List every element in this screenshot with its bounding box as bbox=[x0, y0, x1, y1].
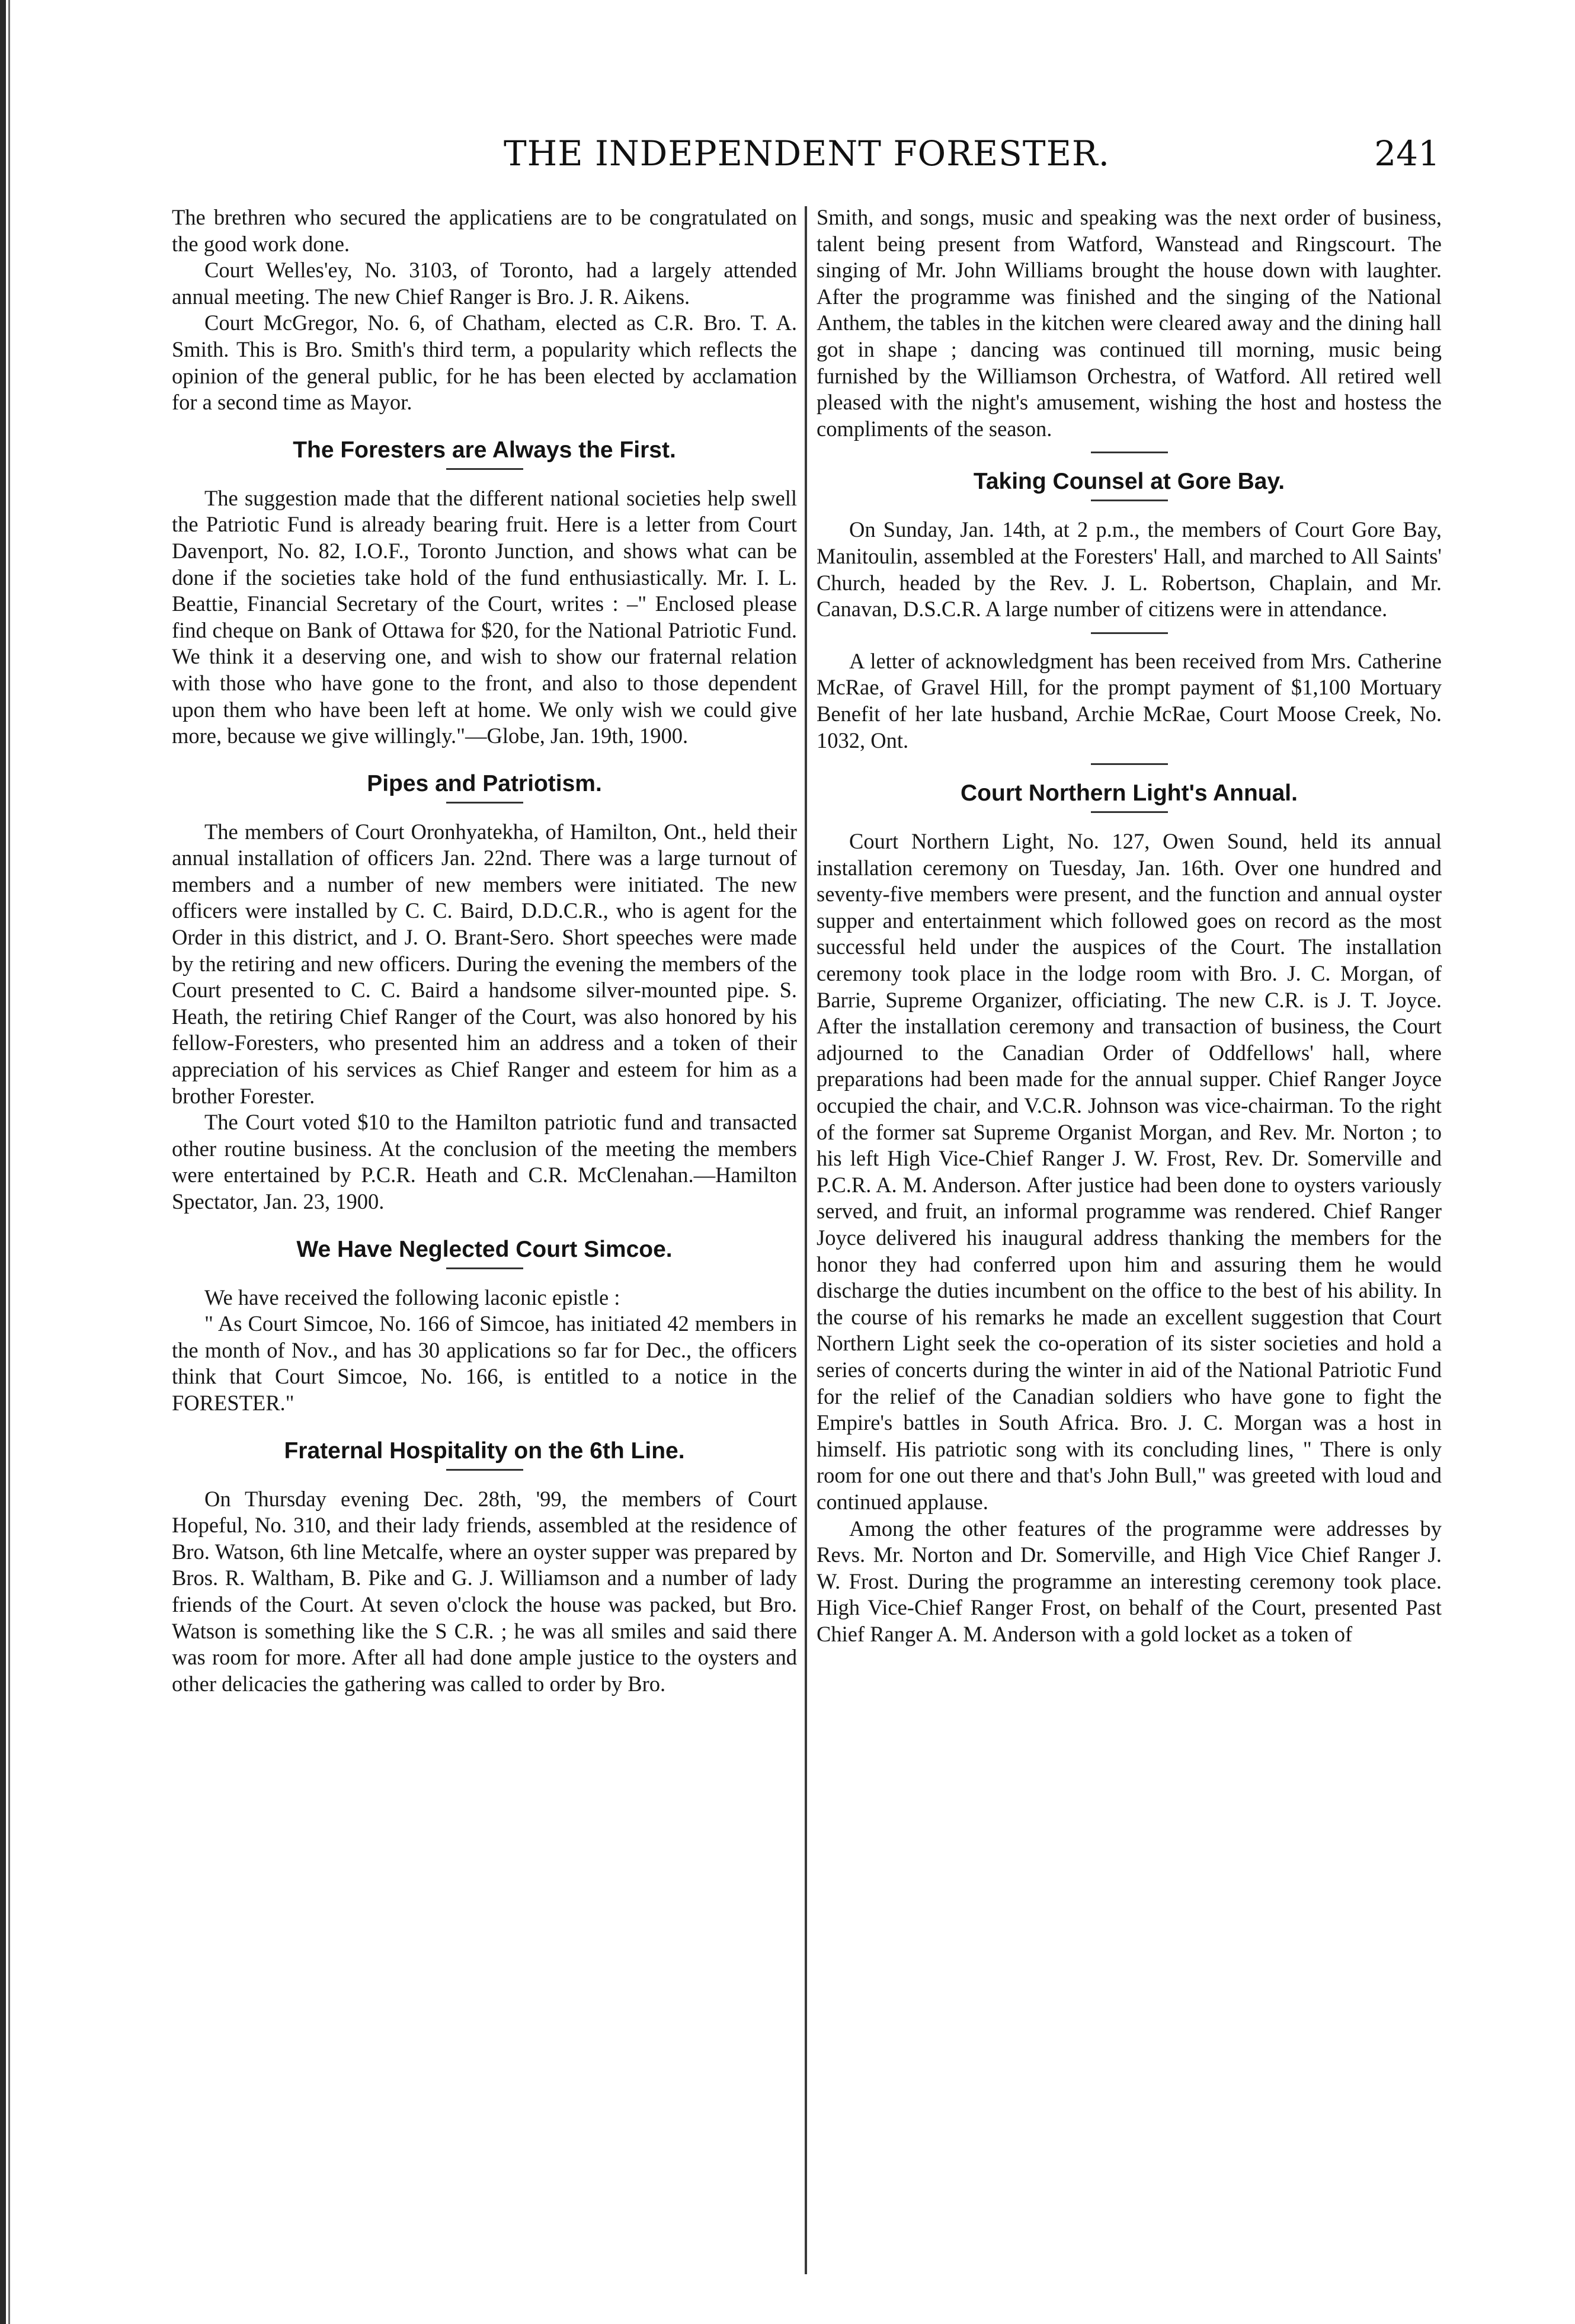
column-divider bbox=[805, 206, 807, 2274]
section-heading: The Foresters are Always the First. bbox=[293, 437, 676, 463]
heading-rule bbox=[1091, 811, 1168, 813]
page-number: 241 bbox=[1374, 133, 1440, 174]
heading-rule bbox=[446, 1469, 523, 1471]
section-heading: Court Northern Light's Annual. bbox=[961, 780, 1298, 806]
paragraph: Among the other features of the programme were addresses by Revs. Mr. Norton and Dr. Somerville, and High Vice Chief Ranger J. W. Frost. During the programme an interesting ceremony took place. High Vice-Chief Ranger Frost, on behalf of the Court, presented Past Chief Ranger A. M. Anderson with a gold locket as a token of bbox=[817, 1516, 1442, 1646]
heading-rule bbox=[446, 802, 523, 804]
running-title: THE INDEPENDENT FORESTER. bbox=[504, 133, 1110, 174]
section-heading: Pipes and Patriotism. bbox=[367, 770, 602, 796]
section-heading: Taking Counsel at Gore Bay. bbox=[973, 469, 1285, 495]
heading-rule bbox=[1091, 500, 1168, 501]
scan-binding-line bbox=[8, 0, 10, 2324]
section-rule bbox=[1091, 452, 1168, 453]
paragraph: A letter of acknowledgment has been received from Mrs. Catherine McRae, of Gravel Hill, for the prompt payment of $1,100 Mortuary Benefit of her late husband, Archie McRae, Court Moose Creek, No. 1032, Ont. bbox=[817, 648, 1442, 753]
paragraph: The brethren who secured the applicatiens are to be congratulated on the good work done. bbox=[172, 205, 797, 256]
section-heading: Fraternal Hospitality on the 6th Line. bbox=[284, 1438, 685, 1464]
section-heading: We Have Neglected Court Simcoe. bbox=[296, 1236, 673, 1262]
paragraph: Court Welles'ey, No. 3103, of Toronto, had a largely attended annual meeting. The new Chief Ranger is Bro. J. R. Aikens. bbox=[172, 258, 797, 309]
page-header bbox=[172, 133, 1440, 181]
paragraph: On Sunday, Jan. 14th, at 2 p.m., the members of Court Gore Bay, Manitoulin, assembled at the Foresters' Hall, and marched to All Saints' Church, headed by the Rev. J. L. Robertson, Chaplain, and Mr. Canavan, D.S.C.R. A large number of citizens were in attendance. bbox=[817, 517, 1442, 622]
paragraph: The Court voted $10 to the Hamilton patriotic fund and transacted other routine business. At the conclusion of the meeting the members were entertained by P.C.R. Heath and C.R. McClenahan.—Hamilton Spectator, Jan. 23, 1900. bbox=[172, 1110, 797, 1214]
section-rule bbox=[1091, 632, 1168, 634]
left-column bbox=[172, 204, 797, 2278]
paragraph: Smith, and songs, music and speaking was the next order of business, talent being present from Watford, Wanstead and Ringscourt. The singing of Mr. John Williams brought the house down with laughter. After the programme was finished and the singing of the National Anthem, the tables in the kitchen were cleared away and the dining hall got in shape ; dancing was continued till morning, music being furnished by the Williamson Orchestra, of Watford. All retired well pleased with the night's amusement, wishing the host and hostess the compliments of the season. bbox=[817, 205, 1442, 441]
paragraph: " As Court Simcoe, No. 166 of Simcoe, has initiated 42 members in the month of Nov., and has 30 applications so far for Dec., the officers think that Court Simcoe, No. 166, is entitled to a notice in the FORESTER." bbox=[172, 1311, 797, 1415]
heading-rule bbox=[446, 1267, 523, 1269]
paragraph: We have received the following laconic epistle : bbox=[204, 1285, 620, 1310]
section-rule bbox=[1091, 763, 1168, 765]
paragraph: The suggestion made that the different national societies help swell the Patriotic Fund is already bearing fruit. Here is a letter from Court Davenport, No. 82, I.O.F., Toronto Junction, and shows what can be done if the societies take hold of the fund enthusiastically. Mr. I. L. Beattie, Financial Secretary of the Court, writes : –" Enclosed please find cheque on Bank of Ottawa for $20, for the National Patriotic Fund. We think it a deserving one, and wish to show our fraternal relation with those who have gone to the front, and also to those dependent upon them who have been left at home. We only wish we could give more, because we give willingly."—Globe, Jan. 19th, 1900. bbox=[172, 485, 797, 748]
scan-binding-edge bbox=[0, 0, 6, 2324]
heading-rule bbox=[446, 468, 523, 470]
paragraph: Court Northern Light, No. 127, Owen Sound, held its annual installation ceremony on Tuesday, Jan. 16th. Over one hundred and seventy-five members were present, and the function and annual oyster supper and entertainment which followed goes on record as the most successful held under the auspices of the Court. The installation ceremony took place in the lodge room with Bro. J. C. Morgan, of Barrie, Supreme Organizer, officiating. The new C.R. is J. T. Joyce. After the installation ceremony and transaction of business, the Court adjourned to the Canadian Order of Oddfellows' hall, where preparations had been made for the annual supper. Chief Ranger Joyce occupied the chair, and V.C.R. Johnson was vice-chairman. To the right of the former sat Supreme Organist Morgan, and Rev. Mr. Norton ; to his left High Vice-Chief Ranger J. W. Frost, Rev. Dr. Somerville and P.C.R. A. M. Anderson. After justice had been done to oysters variously served, and fruit, an informal programme was rendered. Chief Ranger Joyce delivered his inaugural address thanking the members for the honor they had conferred upon him and assuring them he would discharge the duties incumbent on the office to the best of his ability. In the course of his remarks he made an excellent suggestion that Court Northern Light seek the co-operation of its sister societies and hold a series of concerts during the winter in aid of the National Patriotic Fund for the relief of the Canadian soldiers who have gone to fight the Empire's battles in South Africa. Bro. J. C. Morgan was a host in himself. His patriotic song with its concluding lines, " There is only room for one out there and that's John Bull," was greeted with loud and continued applause. bbox=[817, 829, 1442, 1514]
paragraph: On Thursday evening Dec. 28th, '99, the members of Court Hopeful, No. 310, and their lady friends, assembled at the residence of Bro. Watson, 6th line Metcalfe, where an oyster supper was prepared by Bros. R. Waltham, B. Pike and G. J. Williamson and a number of lady friends of the Court. At seven o'clock the house was packed, but Bro. Watson is something like the S C.R. ; he was all smiles and said there was room for more. After all had done ample justice to the oysters and other delicacies the gathering was called to order by Bro. bbox=[172, 1486, 797, 1696]
paragraph: The members of Court Oronhyatekha, of Hamilton, Ont., held their annual installation of officers Jan. 22nd. There was a large turnout of members and a number of new members were initiated. The new officers were installed by C. C. Baird, D.D.C.R., who is agent for the Order in this district, and J. O. Brant-Sero. Short speeches were made by the retiring and new officers. During the evening the members of the Court presented to C. C. Baird a handsome silver-mounted pipe. S. Heath, the retiring Chief Ranger of the Court, was also honored by his fellow-Foresters, who presented him an address and a token of their appreciation of his services as Chief Ranger and esteem for him as a brother Forester. bbox=[172, 819, 797, 1108]
right-column bbox=[817, 204, 1442, 2278]
paragraph: Court McGregor, No. 6, of Chatham, elected as C.R. Bro. T. A. Smith. This is Bro. Smith's third term, a popularity which reflects the opinion of the general public, for he has been elected by acclamation for a second time as Mayor. bbox=[172, 310, 797, 415]
